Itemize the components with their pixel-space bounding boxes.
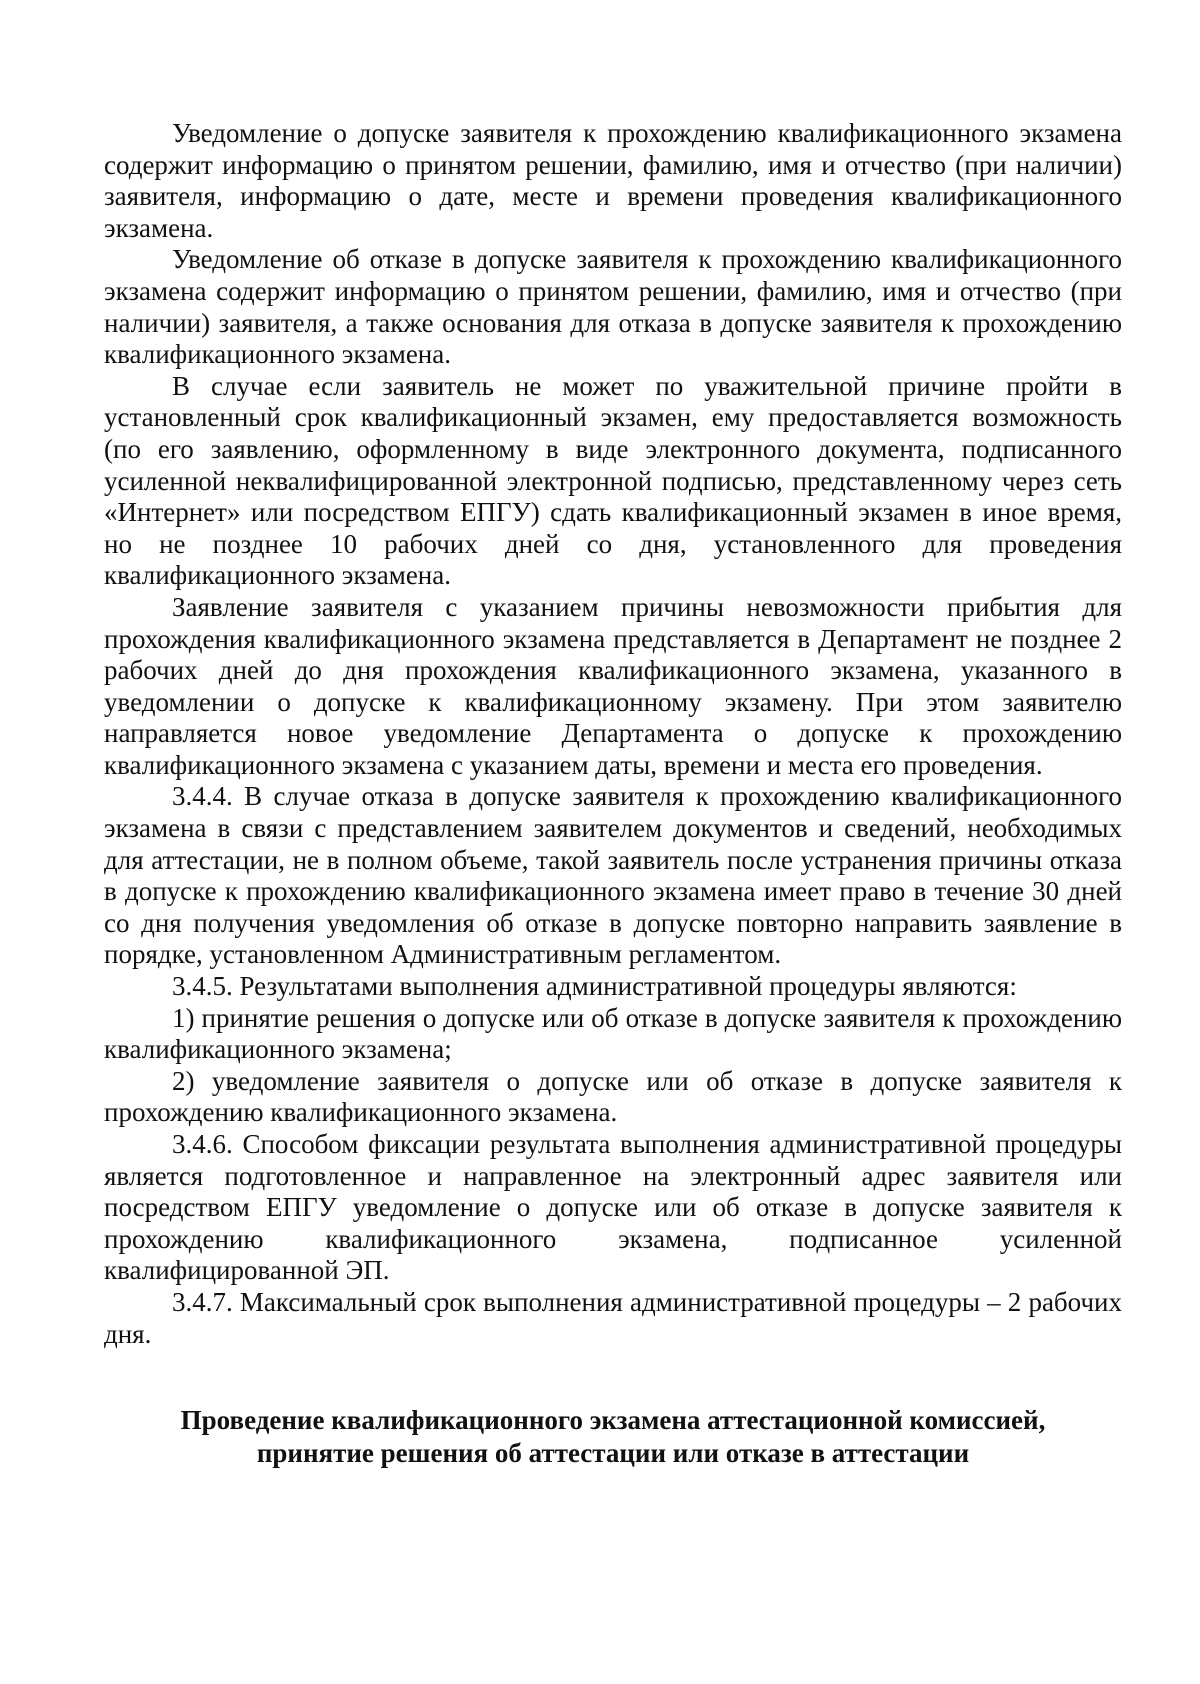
- paragraph-3-4-6: 3.4.6. Способом фиксации результата выполнения административной процедуры является подготовленное и направленное на электронный адрес заявителя или посредством ЕПГУ уведомление о допуске или об отказе в допуске заявителя к прохождению квалификационного экзамена, подписанное усиленной квалифицированной ЭП.: [104, 1129, 1122, 1286]
- paragraph-application: Заявление заявителя с указанием причины невозможности прибытия для прохождения квалификационного экзамена представляется в Департамент не позднее 2 рабочих дней до дня прохождения квалификационного экзамена, указанного в уведомлении о допуске к квалификационному экзамену. При этом заявителю направляется новое уведомление Департамента о допуске к прохождению квалификационного экзамена с указанием даты, времени и места его проведения.: [104, 591, 1122, 780]
- paragraph-refusal-notice: Уведомление об отказе в допуске заявителя к прохождению квалификационного экзамена содержит информацию о принятом решении, фамилию, имя и отчество (при наличии) заявителя, а также основания для отказа в допуске заявителя к прохождению квалификационного экзамена.: [104, 244, 1122, 370]
- paragraph-3-4-5: 3.4.5. Результатами выполнения административной процедуры являются:: [172, 971, 1017, 1002]
- document-page: [104, 118, 1122, 1470]
- paragraph-3-4-4: 3.4.4. В случае отказа в допуске заявителя к прохождению квалификационного экзамена в связи с представлением заявителем документов и сведений, необходимых для аттестации, не в полном объеме, такой заявитель после устранения причины отказа в допуске к прохождению квалификационного экзамена имеет право в течение 30 дней со дня получения уведомления об отказе в допуске повторно направить заявление в порядке, установленном Административным регламентом.: [104, 781, 1122, 970]
- paragraph-3-4-7: 3.4.7. Максимальный срок выполнения административной процедуры – 2 рабочих дня.: [104, 1286, 1122, 1349]
- section-heading-line-1: Проведение квалификационного экзамена аттестационной комиссией,: [180, 1405, 1046, 1436]
- paragraph-valid-reason: В случае если заявитель не может по уважительной причине пройти в установленный срок квалификационный экзамен, ему предоставляется возможность (по его заявлению, оформленному в виде электронного документа, подписанного усиленной неквалифицированной электронной подписью, представленному через сеть «Интернет» или посредством ЕПГУ) сдать квалификационный экзамен в иное время, но не позднее 10 рабочих дней со дня, установленного для проведения квалификационного экзамена.: [104, 370, 1122, 591]
- list-item-1: 1) принятие решения о допуске или об отказе в допуске заявителя к прохождению квалификационного экзамена;: [104, 1002, 1122, 1065]
- list-item-2: 2) уведомление заявителя о допуске или об отказе в допуске заявителя к прохождению квалификационного экзамена.: [104, 1065, 1122, 1128]
- section-heading: [104, 1404, 1122, 1470]
- paragraph-admission-notice: Уведомление о допуске заявителя к прохождению квалификационного экзамена содержит информацию о принятом решении, фамилию, имя и отчество (при наличии) заявителя, информацию о дате, месте и времени проведения квалификационного экзамена.: [104, 118, 1122, 243]
- section-heading-line-2: принятие решения об аттестации или отказе в аттестации: [256, 1438, 970, 1469]
